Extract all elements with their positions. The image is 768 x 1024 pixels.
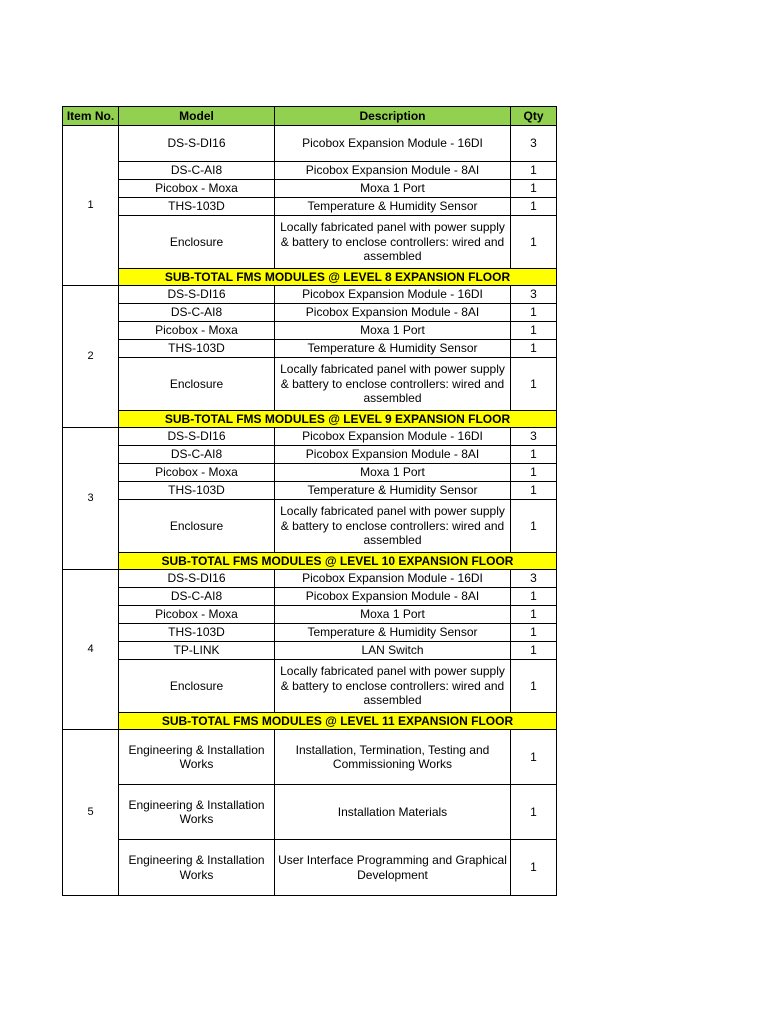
description-cell: Picobox Expansion Module - 8AI <box>275 446 511 464</box>
description-cell: Temperature & Humidity Sensor <box>275 482 511 500</box>
model-cell: DS-S-DI16 <box>119 286 275 304</box>
qty-cell: 1 <box>511 642 557 660</box>
qty-cell: 3 <box>511 428 557 446</box>
qty-cell: 1 <box>511 198 557 216</box>
qty-cell: 1 <box>511 606 557 624</box>
table-row <box>63 840 557 896</box>
header-model: Model <box>119 107 275 126</box>
table-row <box>63 606 557 624</box>
table-row <box>63 126 557 162</box>
qty-cell: 1 <box>511 624 557 642</box>
subtotal-label: SUB-TOTAL FMS MODULES @ LEVEL 11 EXPANSION FLOOR <box>119 713 557 730</box>
qty-cell: 1 <box>511 180 557 198</box>
item-number: 1 <box>63 126 119 286</box>
description-cell: Temperature & Humidity Sensor <box>275 340 511 358</box>
description-cell: Picobox Expansion Module - 8AI <box>275 162 511 180</box>
subtotal-label: SUB-TOTAL FMS MODULES @ LEVEL 10 EXPANSION FLOOR <box>119 553 557 570</box>
model-cell: DS-S-DI16 <box>119 126 275 162</box>
qty-cell: 1 <box>511 322 557 340</box>
table-row <box>63 642 557 660</box>
qty-cell: 1 <box>511 840 557 896</box>
description-cell: LAN Switch <box>275 642 511 660</box>
qty-cell: 1 <box>511 304 557 322</box>
table-row <box>63 304 557 322</box>
description-cell: Picobox Expansion Module - 16DI <box>275 126 511 162</box>
table-row <box>63 660 557 713</box>
description-cell: Picobox Expansion Module - 8AI <box>275 588 511 606</box>
description-cell: Moxa 1 Port <box>275 464 511 482</box>
model-cell: Engineering & Installation Works <box>119 730 275 785</box>
qty-cell: 1 <box>511 162 557 180</box>
description-cell: Picobox Expansion Module - 16DI <box>275 286 511 304</box>
table-row <box>63 785 557 840</box>
table-row <box>63 358 557 411</box>
subtotal-row <box>63 553 557 570</box>
description-cell: Temperature & Humidity Sensor <box>275 198 511 216</box>
subtotal-label: SUB-TOTAL FMS MODULES @ LEVEL 9 EXPANSION FLOOR <box>119 411 557 428</box>
model-cell: THS-103D <box>119 340 275 358</box>
item-number: 4 <box>63 570 119 730</box>
description-cell: User Interface Programming and Graphical Development <box>275 840 511 896</box>
model-cell: Enclosure <box>119 660 275 713</box>
subtotal-label: SUB-TOTAL FMS MODULES @ LEVEL 8 EXPANSION FLOOR <box>119 269 557 286</box>
table-row <box>63 624 557 642</box>
table-row <box>63 322 557 340</box>
qty-cell: 1 <box>511 500 557 553</box>
model-cell: DS-C-AI8 <box>119 304 275 322</box>
table-row <box>63 464 557 482</box>
qty-cell: 3 <box>511 126 557 162</box>
description-cell: Picobox Expansion Module - 8AI <box>275 304 511 322</box>
qty-cell: 1 <box>511 340 557 358</box>
item-number: 3 <box>63 428 119 570</box>
model-cell: Engineering & Installation Works <box>119 785 275 840</box>
qty-cell: 1 <box>511 785 557 840</box>
qty-cell: 1 <box>511 216 557 269</box>
model-cell: DS-C-AI8 <box>119 446 275 464</box>
description-cell: Temperature & Humidity Sensor <box>275 624 511 642</box>
qty-cell: 3 <box>511 286 557 304</box>
description-cell: Picobox Expansion Module - 16DI <box>275 428 511 446</box>
table-row <box>63 428 557 446</box>
model-cell: DS-S-DI16 <box>119 570 275 588</box>
model-cell: TP-LINK <box>119 642 275 660</box>
qty-cell: 1 <box>511 464 557 482</box>
model-cell: Enclosure <box>119 500 275 553</box>
qty-cell: 1 <box>511 730 557 785</box>
item-number: 2 <box>63 286 119 428</box>
table-row <box>63 286 557 304</box>
header-item-no: Item No. <box>63 107 119 126</box>
table-row <box>63 446 557 464</box>
model-cell: DS-C-AI8 <box>119 588 275 606</box>
table-row <box>63 180 557 198</box>
table-row <box>63 198 557 216</box>
qty-cell: 1 <box>511 446 557 464</box>
model-cell: Picobox - Moxa <box>119 464 275 482</box>
qty-cell: 1 <box>511 358 557 411</box>
description-cell: Moxa 1 Port <box>275 322 511 340</box>
subtotal-row <box>63 269 557 286</box>
model-cell: Picobox - Moxa <box>119 180 275 198</box>
header-row <box>63 107 557 126</box>
model-cell: Engineering & Installation Works <box>119 840 275 896</box>
qty-cell: 1 <box>511 588 557 606</box>
table-row <box>63 482 557 500</box>
table-row <box>63 216 557 269</box>
description-cell: Locally fabricated panel with power supply & battery to enclose controllers: wired and assembled <box>275 358 511 411</box>
description-cell: Locally fabricated panel with power supply & battery to enclose controllers: wired and assembled <box>275 500 511 553</box>
description-cell: Installation, Termination, Testing and Commissioning Works <box>275 730 511 785</box>
qty-cell: 3 <box>511 570 557 588</box>
bill-of-quantities-table <box>62 106 557 896</box>
table-row <box>63 730 557 785</box>
description-cell: Locally fabricated panel with power supply & battery to enclose controllers: wired and assembled <box>275 660 511 713</box>
model-cell: Picobox - Moxa <box>119 606 275 624</box>
table-row <box>63 162 557 180</box>
model-cell: DS-S-DI16 <box>119 428 275 446</box>
table-row <box>63 340 557 358</box>
table-row <box>63 500 557 553</box>
table-row <box>63 588 557 606</box>
model-cell: THS-103D <box>119 624 275 642</box>
table-row <box>63 570 557 588</box>
item-number: 5 <box>63 730 119 896</box>
description-cell: Moxa 1 Port <box>275 606 511 624</box>
model-cell: THS-103D <box>119 198 275 216</box>
header-description: Description <box>275 107 511 126</box>
description-cell: Moxa 1 Port <box>275 180 511 198</box>
qty-cell: 1 <box>511 660 557 713</box>
model-cell: Picobox - Moxa <box>119 322 275 340</box>
model-cell: THS-103D <box>119 482 275 500</box>
description-cell: Installation Materials <box>275 785 511 840</box>
model-cell: Enclosure <box>119 358 275 411</box>
model-cell: DS-C-AI8 <box>119 162 275 180</box>
subtotal-row <box>63 713 557 730</box>
header-qty: Qty <box>511 107 557 126</box>
subtotal-row <box>63 411 557 428</box>
description-cell: Locally fabricated panel with power supply & battery to enclose controllers: wired and assembled <box>275 216 511 269</box>
qty-cell: 1 <box>511 482 557 500</box>
description-cell: Picobox Expansion Module - 16DI <box>275 570 511 588</box>
model-cell: Enclosure <box>119 216 275 269</box>
